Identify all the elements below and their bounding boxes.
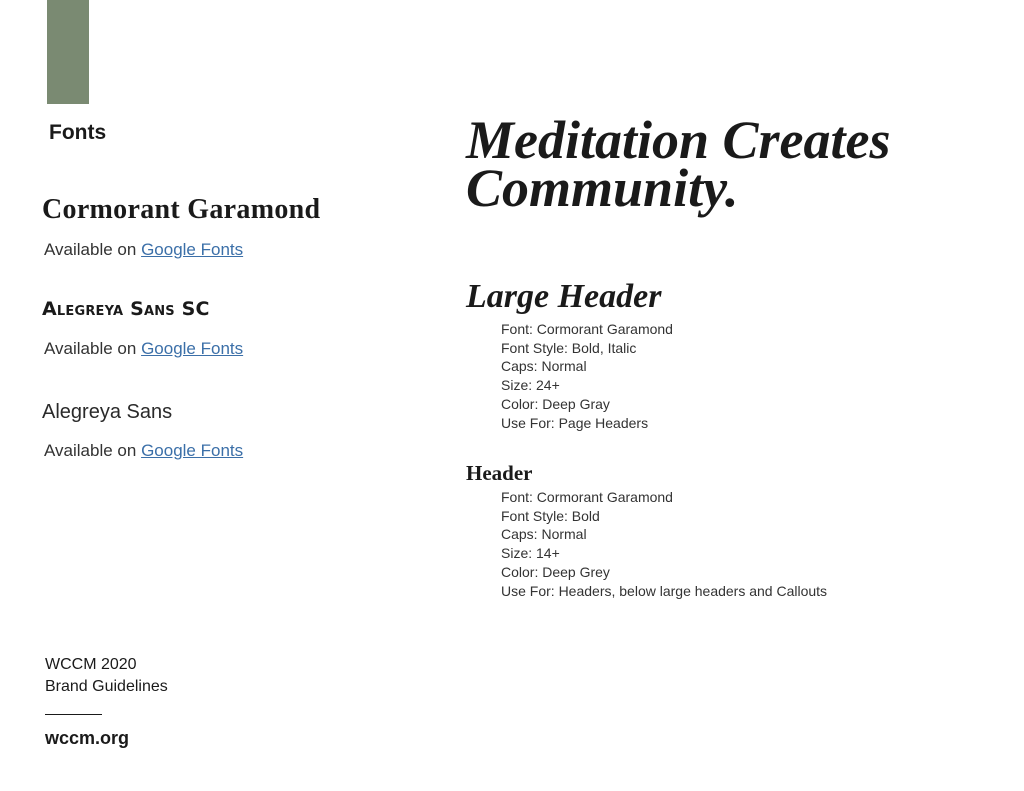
header-title: Header [466,461,533,485]
spec-item: Font Style: Bold, Italic [501,339,637,356]
spec-item: Color: Deep Grey [501,563,610,580]
spec-item: Font: Cormorant Garamond [501,489,673,505]
spec-item: Color: Deep Gray [501,395,610,412]
google-fonts-link[interactable]: Google Fonts [141,339,244,358]
spec-item: Size: 24+ [501,377,560,394]
availability-label: Available on [44,441,137,460]
section-title: Fonts [49,121,107,144]
large-header-title: Large Header [466,278,662,315]
spec-item: Caps: Normal [501,526,587,543]
accent-bar [47,0,89,104]
large-header-specs [501,320,673,432]
font-availability [44,240,243,260]
spec-item: Size: 14+ [501,545,560,562]
footer-divider [45,714,102,715]
spec-item: Caps: Normal [501,358,587,375]
footer-doc-title: Brand Guidelines [45,678,168,695]
google-fonts-link[interactable]: Google Fonts [141,441,244,460]
hero-line-1: Meditation Creates [466,110,891,170]
availability-label: Available on [44,240,137,259]
font-name-alegreya-sans-sc: Alegreya Sans SC [42,298,210,320]
spec-item: Font: Cormorant Garamond [501,321,673,337]
availability-label: Available on [44,339,137,358]
font-availability [44,441,243,461]
font-name-alegreya-sans: Alegreya Sans [42,401,173,423]
spec-item: Font Style: Bold [501,507,600,524]
font-availability [44,339,243,359]
spec-item: Use For: Page Headers [501,414,649,431]
spec-item: Use For: Headers, below large headers and Callouts [501,582,828,599]
hero-headline [466,110,986,218]
google-fonts-link[interactable]: Google Fonts [141,240,244,259]
footer-url: wccm.org [45,728,130,748]
font-name-cormorant-garamond: Cormorant Garamond [42,194,321,225]
footer-year: WCCM 2020 [45,656,137,673]
header-specs [501,488,827,600]
hero-line-2: Community. [466,158,739,218]
